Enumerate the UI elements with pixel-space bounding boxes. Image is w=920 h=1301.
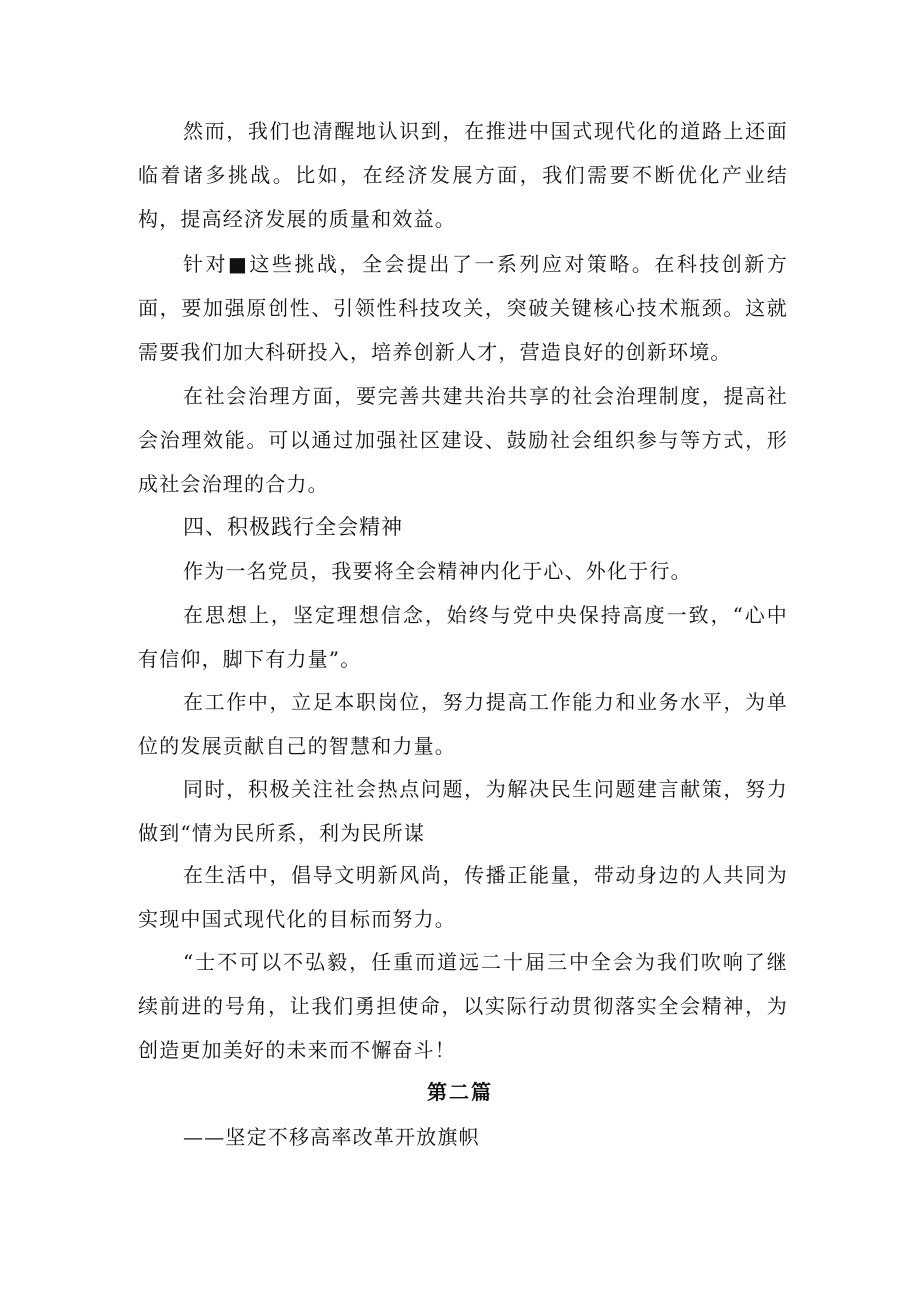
section-subtitle: ——坚定不移高率改革开放旗帜	[183, 1125, 480, 1149]
paragraph-work: 在工作中，立足本职岗位，努力提高工作能力和业务水平，为单位的发展贡献自己的智慧和力量。	[138, 690, 788, 758]
paragraph-social-governance: 在社会治理方面，要完善共建共治共享的社会治理制度，提高社会治理效能。可以通过加强社区建设、鼓励社会组织参与等方式，形成社会治理的合力。	[138, 384, 788, 496]
paragraph-closing-quote: “士不可以不弘毅，任重而道远二十届三中全会为我们吹响了继续前进的号角，让我们勇担使命，以实际行动贯彻落实全会精神，为创造更加美好的未来而不懈奋斗！	[138, 950, 788, 1062]
paragraph-strategies: 针对■这些挑战，全会提出了一系列应对策略。在科技创新方面，要加强原创性、引领性科技攻关，突破关键核心技术瓶颈。这就需要我们加大科研投入，培养创新人才，营造良好的创新环境。	[138, 252, 788, 364]
section-title: 第二篇	[427, 1080, 493, 1104]
paragraph-challenges: 然而，我们也清醒地认识到，在推进中国式现代化的道路上还面临着诸多挑战。比如，在经济发展方面，我们需要不断优化产业结构，提高经济发展的质量和效益。	[138, 119, 788, 231]
paragraph-thought: 在思想上，坚定理想信念，始终与党中央保持高度一致，“心中有信仰，脚下有力量”。	[138, 603, 788, 671]
paragraph-party-member: 作为一名党员，我要将全会精神内化于心、外化于行。	[183, 559, 692, 583]
section-heading-4: 四、积极践行全会精神	[183, 515, 403, 539]
paragraph-social-issues: 同时，积极关注社会热点问题，为解决民生问题建言献策，努力做到“情为民所系，利为民所谋	[138, 777, 788, 845]
paragraph-life: 在生活中，倡导文明新风尚，传播正能量，带动身边的人共同为实现中国式现代化的目标而努力。	[138, 863, 788, 931]
